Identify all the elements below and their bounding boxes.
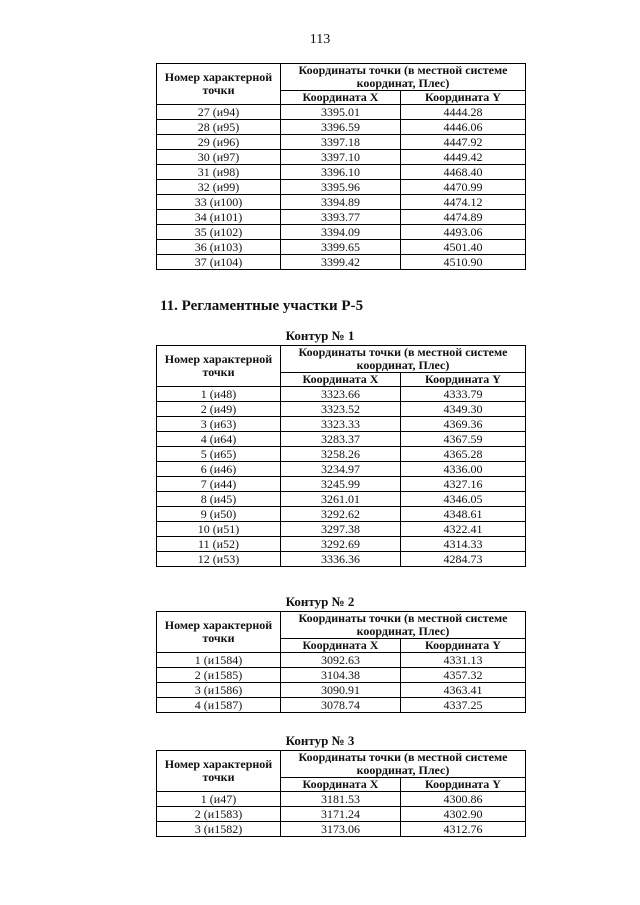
y-cell: 4346.05 <box>401 492 526 507</box>
point-cell: 1 (и47) <box>157 792 281 807</box>
x-cell: 3395.96 <box>281 180 401 195</box>
table-body <box>157 792 526 837</box>
table-row <box>157 165 526 180</box>
table-row <box>157 807 526 822</box>
point-cell: 37 (и104) <box>157 255 281 270</box>
point-cell: 29 (и96) <box>157 135 281 150</box>
y-cell: 4348.61 <box>401 507 526 522</box>
point-cell: 7 (и44) <box>157 477 281 492</box>
contour-1-table <box>156 345 526 567</box>
table-row <box>157 522 526 537</box>
point-cell: 5 (и65) <box>157 447 281 462</box>
point-cell: 11 (и52) <box>157 537 281 552</box>
x-cell: 3397.10 <box>281 150 401 165</box>
point-cell: 12 (и53) <box>157 552 281 567</box>
contour-3-title: Контур № 3 <box>285 733 355 748</box>
x-cell: 3234.97 <box>281 462 401 477</box>
x-cell: 3394.89 <box>281 195 401 210</box>
contour-1-title: Контур № 1 <box>285 328 355 343</box>
point-column-header: Номер характерной точки <box>157 612 281 653</box>
table-row <box>157 822 526 837</box>
point-cell: 28 (и95) <box>157 120 281 135</box>
y-cell: 4367.59 <box>401 432 526 447</box>
x-cell: 3297.38 <box>281 522 401 537</box>
point-cell: 2 (и1583) <box>157 807 281 822</box>
x-cell: 3171.24 <box>281 807 401 822</box>
coords-column-header: Координаты точки (в местной системе координат, Плес) <box>281 612 526 639</box>
y-cell: 4327.16 <box>401 477 526 492</box>
table-row <box>157 477 526 492</box>
x-cell: 3393.77 <box>281 210 401 225</box>
point-column-header: Номер характерной точки <box>157 64 281 105</box>
table-row <box>157 195 526 210</box>
point-cell: 2 (и49) <box>157 402 281 417</box>
point-cell: 1 (и48) <box>157 387 281 402</box>
y-cell: 4302.90 <box>401 807 526 822</box>
y-cell: 4322.41 <box>401 522 526 537</box>
y-cell: 4510.90 <box>401 255 526 270</box>
y-cell: 4314.33 <box>401 537 526 552</box>
x-cell: 3245.99 <box>281 477 401 492</box>
contour-2-title: Контур № 2 <box>285 594 355 609</box>
x-cell: 3292.62 <box>281 507 401 522</box>
y-cell: 4444.28 <box>401 105 526 120</box>
table-row <box>157 507 526 522</box>
table-row <box>157 225 526 240</box>
x-cell: 3173.06 <box>281 822 401 837</box>
table-row <box>157 417 526 432</box>
x-cell: 3261.01 <box>281 492 401 507</box>
y-cell: 4446.06 <box>401 120 526 135</box>
x-cell: 3092.63 <box>281 653 401 668</box>
table-body <box>157 653 526 713</box>
table-row <box>157 135 526 150</box>
point-cell: 4 (и64) <box>157 432 281 447</box>
y-cell: 4468.40 <box>401 165 526 180</box>
y-cell: 4369.36 <box>401 417 526 432</box>
x-cell: 3323.52 <box>281 402 401 417</box>
x-column-header: Координата X <box>281 639 401 653</box>
point-cell: 30 (и97) <box>157 150 281 165</box>
table-row <box>157 210 526 225</box>
table-row <box>157 240 526 255</box>
table-body <box>157 105 526 270</box>
point-cell: 27 (и94) <box>157 105 281 120</box>
x-cell: 3396.59 <box>281 120 401 135</box>
point-cell: 36 (и103) <box>157 240 281 255</box>
y-cell: 4357.32 <box>401 668 526 683</box>
point-cell: 35 (и102) <box>157 225 281 240</box>
table-row <box>157 180 526 195</box>
x-cell: 3323.66 <box>281 387 401 402</box>
x-cell: 3396.10 <box>281 165 401 180</box>
table-row <box>157 462 526 477</box>
y-cell: 4501.40 <box>401 240 526 255</box>
section-title: 11. Регламентные участки Р-5 <box>160 298 364 314</box>
table-row <box>157 668 526 683</box>
x-cell: 3104.38 <box>281 668 401 683</box>
y-cell: 4474.89 <box>401 210 526 225</box>
point-cell: 2 (и1585) <box>157 668 281 683</box>
y-cell: 4449.42 <box>401 150 526 165</box>
y-cell: 4337.25 <box>401 698 526 713</box>
point-cell: 32 (и99) <box>157 180 281 195</box>
coords-column-header: Координаты точки (в местной системе координат, Плес) <box>281 346 526 373</box>
y-column-header: Координата Y <box>401 778 526 792</box>
coords-column-header: Координаты точки (в местной системе координат, Плес) <box>281 751 526 778</box>
table-row <box>157 552 526 567</box>
y-cell: 4312.76 <box>401 822 526 837</box>
x-cell: 3181.53 <box>281 792 401 807</box>
table-row <box>157 537 526 552</box>
y-column-header: Координата Y <box>401 373 526 387</box>
x-cell: 3323.33 <box>281 417 401 432</box>
y-cell: 4331.13 <box>401 653 526 668</box>
point-cell: 9 (и50) <box>157 507 281 522</box>
x-cell: 3394.09 <box>281 225 401 240</box>
x-cell: 3399.65 <box>281 240 401 255</box>
table-row <box>157 698 526 713</box>
x-cell: 3395.01 <box>281 105 401 120</box>
x-column-header: Координата X <box>281 91 401 105</box>
y-cell: 4284.73 <box>401 552 526 567</box>
x-column-header: Координата X <box>281 373 401 387</box>
x-cell: 3399.42 <box>281 255 401 270</box>
point-cell: 4 (и1587) <box>157 698 281 713</box>
table-row <box>157 402 526 417</box>
x-cell: 3078.74 <box>281 698 401 713</box>
table-row <box>157 447 526 462</box>
point-cell: 31 (и98) <box>157 165 281 180</box>
point-cell: 1 (и1584) <box>157 653 281 668</box>
contour-3-table <box>156 750 526 837</box>
x-cell: 3258.26 <box>281 447 401 462</box>
table-row <box>157 255 526 270</box>
coords-column-header: Координаты точки (в местной системе координат, Плес) <box>281 64 526 91</box>
table-row <box>157 492 526 507</box>
y-cell: 4447.92 <box>401 135 526 150</box>
point-cell: 10 (и51) <box>157 522 281 537</box>
point-cell: 3 (и63) <box>157 417 281 432</box>
x-cell: 3397.18 <box>281 135 401 150</box>
y-cell: 4474.12 <box>401 195 526 210</box>
table-row <box>157 120 526 135</box>
y-cell: 4365.28 <box>401 447 526 462</box>
x-cell: 3283.37 <box>281 432 401 447</box>
point-cell: 6 (и46) <box>157 462 281 477</box>
table-row <box>157 683 526 698</box>
y-cell: 4470.99 <box>401 180 526 195</box>
table-row <box>157 792 526 807</box>
point-cell: 3 (и1582) <box>157 822 281 837</box>
coordinates-table <box>156 63 526 270</box>
table-row <box>157 150 526 165</box>
point-cell: 33 (и100) <box>157 195 281 210</box>
point-cell: 8 (и45) <box>157 492 281 507</box>
table-row <box>157 105 526 120</box>
x-cell: 3090.91 <box>281 683 401 698</box>
table-row <box>157 653 526 668</box>
y-cell: 4333.79 <box>401 387 526 402</box>
y-column-header: Координата Y <box>401 91 526 105</box>
y-cell: 4336.00 <box>401 462 526 477</box>
point-cell: 34 (и101) <box>157 210 281 225</box>
y-cell: 4349.30 <box>401 402 526 417</box>
y-cell: 4300.86 <box>401 792 526 807</box>
y-cell: 4363.41 <box>401 683 526 698</box>
x-column-header: Координата X <box>281 778 401 792</box>
table-body <box>157 387 526 567</box>
x-cell: 3336.36 <box>281 552 401 567</box>
page-number: 113 <box>309 32 331 47</box>
y-column-header: Координата Y <box>401 639 526 653</box>
table-row <box>157 387 526 402</box>
point-cell: 3 (и1586) <box>157 683 281 698</box>
contour-2-table <box>156 611 526 713</box>
table-row <box>157 432 526 447</box>
point-column-header: Номер характерной точки <box>157 346 281 387</box>
point-column-header: Номер характерной точки <box>157 751 281 792</box>
y-cell: 4493.06 <box>401 225 526 240</box>
x-cell: 3292.69 <box>281 537 401 552</box>
